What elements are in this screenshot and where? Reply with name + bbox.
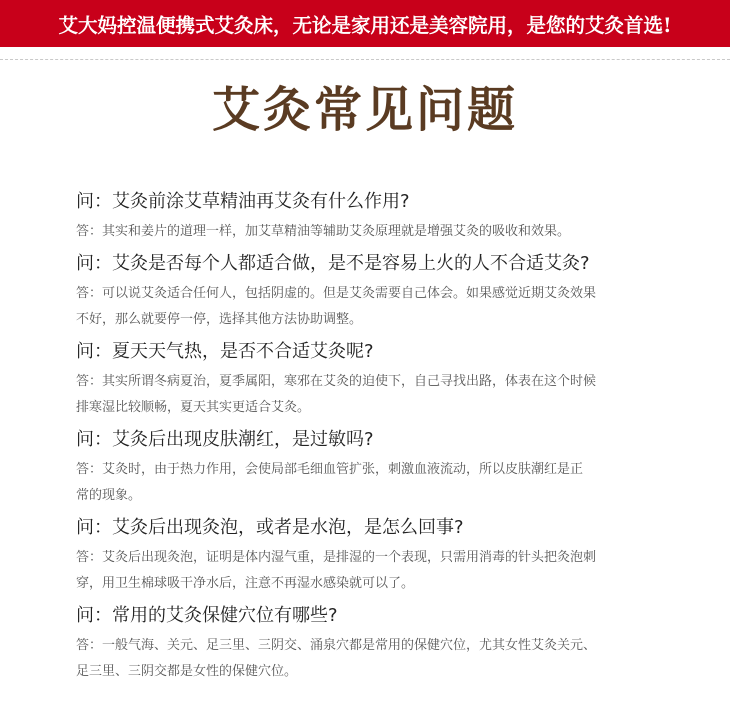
faq-answer <box>76 216 676 249</box>
faq-answer <box>76 278 676 337</box>
faq-question: 问：艾灸前涂艾草精油再艾灸有什么作用? <box>76 191 410 212</box>
banner-text: 艾大妈控温便携式艾灸床，无论是家用还是美容院用，是您的艾灸首选! <box>58 13 672 37</box>
dashed-divider <box>0 59 730 60</box>
top-banner <box>0 0 730 47</box>
faq-answer-line: 常的现象。 <box>76 488 142 503</box>
faq-answer-line: 穿，用卫生棉球吸干净水后，注意不再湿水感染就可以了。 <box>76 576 415 591</box>
faq-list <box>76 187 676 689</box>
faq-answer-line: 答：其实和姜片的道理一样，加艾草精油等辅助艾灸原理就是增强艾灸的吸收和效果。 <box>76 224 571 239</box>
faq-question: 问：常用的艾灸保健穴位有哪些? <box>76 605 338 626</box>
page-title: 艾灸常见问题 <box>211 82 518 138</box>
faq-question: 问：夏天天气热，是否不合适艾灸呢? <box>76 341 374 362</box>
faq-answer <box>76 366 676 425</box>
faq-answer <box>76 542 676 601</box>
faq-answer <box>76 454 676 513</box>
faq-item <box>76 337 676 425</box>
faq-answer-line: 不好，那么就要停一停，选择其他方法协助调整。 <box>76 312 363 327</box>
faq-answer <box>76 630 676 689</box>
faq-answer-line: 排寒湿比较顺畅，夏天其实更适合艾灸。 <box>76 400 311 415</box>
faq-question: 问：艾灸后出现皮肤潮红，是过敏吗? <box>76 429 374 450</box>
faq-answer-line: 答：艾灸时，由于热力作用，会使局部毛细血管扩张，刺激血液流动，所以皮肤潮红是正 <box>76 462 584 477</box>
faq-answer-line: 答：一般气海、关元、足三里、三阴交、涌泉穴都是常用的保健穴位，尤其女性艾灸关元、 <box>76 638 597 653</box>
faq-item <box>76 187 676 249</box>
faq-answer-line: 答：其实所谓冬病夏治，夏季属阳，寒邪在艾灸的迫使下，自己寻找出路，体表在这个时候 <box>76 374 597 389</box>
faq-answer-line: 足三里、三阴交都是女性的保健穴位。 <box>76 664 298 679</box>
faq-item <box>76 425 676 513</box>
faq-item <box>76 249 676 337</box>
faq-answer-line: 答：艾灸后出现灸泡，证明是体内湿气重，是排湿的一个表现，只需用消毒的针头把灸泡刺 <box>76 550 597 565</box>
faq-question: 问：艾灸是否每个人都适合做，是不是容易上火的人不合适艾灸? <box>76 253 590 274</box>
faq-answer-line: 答：可以说艾灸适合任何人，包括阴虚的。但是艾灸需要自己体会。如果感觉近期艾灸效果 <box>76 286 597 301</box>
faq-item <box>76 513 676 601</box>
faq-item <box>76 601 676 689</box>
faq-question: 问：艾灸后出现灸泡，或者是水泡，是怎么回事? <box>76 517 464 538</box>
